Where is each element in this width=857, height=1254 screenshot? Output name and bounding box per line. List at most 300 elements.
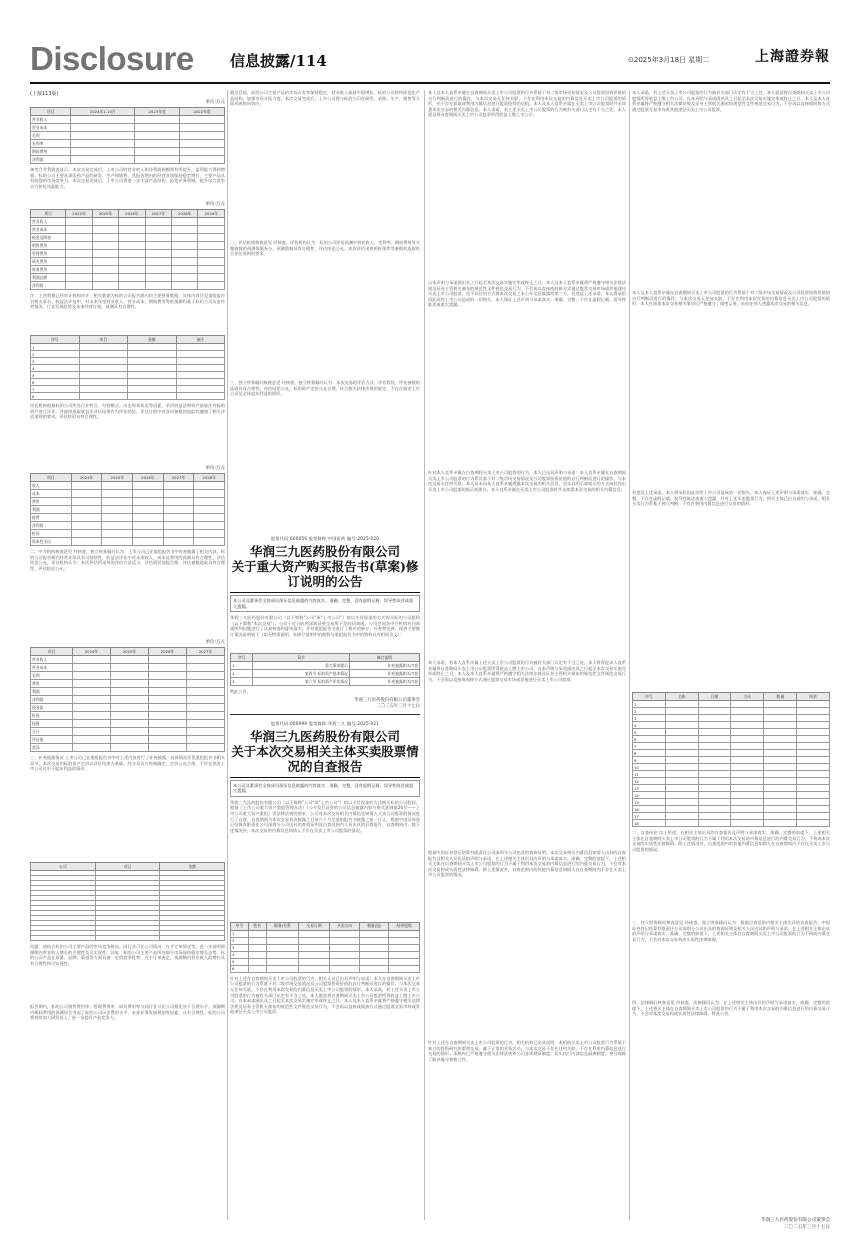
table-cell (135, 116, 180, 124)
table-cell (731, 799, 764, 806)
table-cell (698, 792, 731, 799)
table-cell: 税金及附加 (31, 234, 66, 242)
table-row (633, 736, 830, 743)
paragraph: 评估机构根据标的公司所处行业特点、经营模式、历史财务状况等因素，采用收益法和资产基础法对标的资产进行评估，并最终选取收益法评估结果作为评估结论。评估过程中对各项参数的选取均遵循了相关评估准则的要求，评估结论具有合理性。 (30, 403, 225, 420)
table-row (31, 664, 225, 672)
table-cell (731, 715, 764, 722)
column-header: 2027年 (145, 210, 171, 218)
table-cell (72, 688, 110, 696)
table-row (231, 951, 420, 958)
table-cell (180, 124, 225, 132)
newspaper-name: 上海證券報 (755, 49, 830, 65)
table-row (31, 656, 225, 664)
table-cell (248, 937, 266, 944)
table-cell (665, 715, 698, 722)
table-cell (665, 820, 698, 827)
stock-code-line: 股票代码:000999 股票简称:华润三九 编号:2025-021 (270, 720, 380, 726)
table-cell (194, 482, 225, 490)
table-cell (71, 506, 102, 514)
table-cell: 3 (31, 358, 80, 365)
column-3 (428, 90, 626, 1220)
table-row (31, 728, 225, 736)
table-cell: 管理费用 (31, 250, 66, 258)
table-row (31, 514, 225, 522)
table-cell (248, 944, 266, 951)
table-cell (186, 656, 224, 664)
table-cell (731, 701, 764, 708)
column-header: 2024年1-10月 (71, 108, 135, 116)
table-cell (797, 722, 830, 729)
table-cell: 营业收入 (31, 656, 73, 664)
column-header: 日期 (698, 693, 731, 701)
table-cell (698, 764, 731, 771)
table-cell (360, 937, 389, 944)
table-cell (764, 806, 797, 813)
table-cell: 5 (31, 372, 80, 379)
column-header: 项目 (31, 474, 72, 482)
table-cell (194, 490, 225, 498)
table-cell (764, 722, 797, 729)
column-header: 2026年 (133, 474, 164, 482)
table-cell (299, 958, 330, 965)
table-cell (148, 656, 186, 664)
table-cell: 8 (31, 393, 80, 400)
column-4 (632, 90, 830, 1220)
table-cell: 11 (633, 771, 666, 778)
board-statement: 本公司及董事会全体成员保证信息披露的内容真实、准确、完整，没有虚假记载、误导性陈述或重大遗漏。 (230, 780, 420, 797)
paragraph: 自本声明与承诺函出具之日起至本次交易实施完毕或终止之日，本人及本人直系亲属将严格遵守相关法律法规及证券主管机关颁布的规范性文件规范交易行为，不会再以直接或间接方式通过股票交易市场或其他途径买卖上市公司股票，也不以任何方式将本次交易之未公开信息披露给第三方。若违反上述承诺，本人将承担因此而给上市公司造成的一切损失。本人保证上述声明与承诺真实、准确、完整，不存在虚假记载、误导性陈述或重大遗漏。 (428, 280, 626, 308)
table-cell (66, 234, 92, 242)
table-cell: 折旧 (31, 530, 72, 538)
table-cell (665, 750, 698, 757)
table-row (31, 736, 225, 744)
paragraph: 本人承诺，若上述买卖上市公司股票的行为被有关部门认定有不当之处，本人愿意将自查期间买卖上市公司股票所得收益上缴上市公司。自本声明与承诺函出具之日起至本次交易实施完毕或终止之日，本人及本人直系亲属将严格遵守相关法律法规及证券主管机关颁布的规范性文件规范交易行为，不会再以直接或间接方式通过股票交易市场或其他途径买卖上市公司股票。 (632, 90, 830, 112)
table-cell (665, 736, 698, 743)
table-cell: 补充披露相关内容 (349, 670, 419, 678)
table-cell (248, 958, 266, 965)
table-row (633, 799, 830, 806)
column-header: 备注 (176, 336, 225, 344)
paragraph: 针对上述在自查期间买卖上市公司股票的行为，相关机构已出具说明：本机构买卖上市公司股票行为系基于独立的投资研究决策和交易，属于正常的业务活动，与本次交易不存在任何关联，不存在利用内幕信息进行交易的情形。本机构已严格遵守相关法律法规和公司各项规章制度，切实执行内部信息隔离制度，充分保障了职业操守和独立性。 (428, 1040, 626, 1062)
table-cell (194, 522, 225, 530)
clock-icon: ⊙ (628, 56, 634, 64)
table-row (633, 701, 830, 708)
table-cell: 6 (231, 965, 249, 972)
table-row (31, 696, 225, 704)
paragraph: 本人及本人直系亲属在自查期间买卖上市公司股票的行为系基于对二级市场交易情况及公司股票投资价值的自行判断而进行的操作，与本次交易无任何关联，不存在利用本次交易的内幕信息买卖上市公司股票的情形，亦不存在获取或利用内幕信息进行股票投资的动机。本人及本人直系亲属在买卖上市公司股票时并未知悉本次交易的相关内幕信息。本人承诺，若上述买卖上市公司股票的行为被有关部门认定有不当之处，本人愿意将自查期间买卖上市公司股票所得收益上缴上市公司。 (428, 90, 626, 118)
table-cell (698, 813, 731, 820)
notice-body: 华润三九医药股份有限公司（以下简称"公司"或"上市公司"）拟以支付现金的方式购买标的公司股权（以下简称"本次交易"）。公司于近日收到深圳证券交易所下发的问询函，公司会同各中介机构对问询函所列问题进行了认真核查和逐项落实，并对重组报告书进行了相应的修订、补充和完善。现将主要修订情况说明如下（如无特别说明，本修订说明中的简称与重组报告书中的简称具有相同含义）： (230, 615, 420, 637)
table-cell: 1 (231, 662, 253, 670)
table-cell: 净利润 (31, 282, 66, 290)
table-cell (110, 688, 148, 696)
table-cell: 4 (231, 951, 249, 958)
column-header: 2027年 (186, 648, 224, 656)
table-cell (329, 944, 360, 951)
table-cell (797, 757, 830, 764)
table-cell (389, 965, 420, 972)
table-cell: 6 (633, 736, 666, 743)
paragraph: 本人及本人直系亲属在自查期间买卖上市公司股票的行为系基于对二级市场交易情况及公司股票投资价值的自行判断而进行的操作，与本次交易无任何关联，不存在利用本次交易的内幕信息买卖上市公司股票的情形。本人在知悉本次交易相关事项后严格遵守了保密义务，未向任何人透露本次交易的相关信息。 (632, 290, 830, 307)
table-cell: 7 (31, 386, 80, 393)
financial-table (30, 107, 225, 164)
table-cell (731, 785, 764, 792)
table-cell (731, 778, 764, 785)
table-cell (92, 282, 118, 290)
table-cell (92, 242, 118, 250)
table-cell (172, 250, 198, 258)
column-header: 职务/关系 (266, 922, 299, 930)
table-cell (72, 736, 110, 744)
table-cell (389, 937, 420, 944)
table-cell: 净利润 (31, 156, 71, 164)
table-cell (133, 522, 164, 530)
table-cell (665, 743, 698, 750)
table-header-row (633, 693, 830, 701)
table-cell (110, 736, 148, 744)
table-cell (128, 386, 177, 393)
signature-line: 华润三九医药股份有限公司董事会 (354, 697, 420, 703)
table-cell: 补充披露相关内容 (349, 662, 419, 670)
table-cell (110, 672, 148, 680)
table-cell (66, 250, 92, 258)
table-cell (172, 282, 198, 290)
table-cell (102, 514, 133, 522)
table-row (633, 806, 830, 813)
table-cell (180, 148, 225, 156)
table-cell: 销售费用 (31, 242, 66, 250)
table-cell (731, 708, 764, 715)
table-row (31, 140, 225, 148)
table-cell (145, 282, 171, 290)
table-cell (119, 250, 145, 258)
table-cell (329, 937, 360, 944)
table-cell (665, 778, 698, 785)
table-cell (145, 242, 171, 250)
title-rule (230, 777, 420, 778)
table-cell (731, 820, 764, 827)
table-row (31, 936, 225, 941)
table-row (231, 944, 420, 951)
table-cell (764, 785, 797, 792)
table-cell (128, 372, 177, 379)
table-cell (148, 688, 186, 696)
table-cell (148, 704, 186, 712)
table-cell (135, 156, 180, 164)
table-cell (360, 930, 389, 937)
table-cell (797, 750, 830, 757)
table-cell (698, 778, 731, 785)
table-cell (72, 672, 110, 680)
table-cell: 2 (231, 670, 253, 678)
table-cell (133, 482, 164, 490)
column-header: 序号 (231, 922, 249, 930)
table-cell: 5 (231, 958, 249, 965)
table-header-row (31, 474, 225, 482)
table-row (31, 704, 225, 712)
table-cell (79, 351, 128, 358)
table-cell (797, 792, 830, 799)
table-cell (389, 944, 420, 951)
table-cell: 2 (231, 937, 249, 944)
table-row (231, 662, 420, 670)
table-cell (102, 522, 133, 530)
table-cell (186, 736, 224, 744)
table-cell: 税费 (31, 514, 72, 522)
paragraph: 本人承诺，若本人直系亲属上述买卖上市公司股票的行为被有关部门认定有不当之处，本人将督促本人直系亲属将自查期间买卖上市公司股票所得收益上缴上市公司。自本声明与承诺函出具之日起至本次交易实施完毕或终止之日，本人及本人直系亲属将严格遵守相关法律法规及证券主管机关颁布的规范性文件规范交易行为，不会再以直接或间接方式通过股票交易市场或其他途径买卖上市公司股票。 (428, 660, 626, 682)
table-cell (797, 708, 830, 715)
continued-label: (上接113版) (30, 91, 59, 97)
column-header: 2026年 (119, 210, 145, 218)
table-cell: 合计 (31, 728, 73, 736)
column-header: 2025年 (92, 210, 118, 218)
table-cell (731, 729, 764, 736)
column-separator (629, 90, 630, 1220)
table-cell (110, 728, 148, 736)
table-cell (731, 757, 764, 764)
table-cell (186, 720, 224, 728)
table-row (231, 670, 420, 678)
table-cell (95, 936, 160, 941)
table-cell (128, 358, 177, 365)
table-row (31, 744, 225, 752)
table-cell (186, 664, 224, 672)
table-cell: 毛利 (31, 672, 73, 680)
column-header: 2027年 (163, 474, 194, 482)
table-cell (172, 218, 198, 226)
table-cell (198, 258, 225, 266)
table-cell (71, 482, 102, 490)
paragraph: 报告期内，标的公司销售费用率、管理费用率、研发费用率与同行业可比公司相比处于合理水平。预测期内期间费用的预测综合考虑了标的公司历史费用水平、未来业务发展规划等因素，具有合理性。标的公司将持续加大研发投入，进一步提升产品竞争力。 (30, 1004, 225, 1021)
table-cell (665, 806, 698, 813)
column-header: 金额 (160, 863, 225, 871)
table-cell (148, 728, 186, 736)
column-separator (227, 90, 228, 1220)
table-row (31, 372, 225, 379)
table-cell (198, 226, 225, 234)
paragraph: 四、法律顾问核查意见 经核查，法律顾问认为：在上述相关主体出具的声明与承诺真实、准确、完整的前提下，上述相关主体在自查期间买卖上市公司股票的行为不属于利用本次交易的内幕信息进行的内幕交易行为，不会对本次交易构成实质性法律障碍。特此公告。 (632, 1000, 830, 1017)
table-cell (128, 393, 177, 400)
table-cell (66, 282, 92, 290)
table-cell (71, 530, 102, 538)
table-cell (698, 743, 731, 750)
table-cell (119, 218, 145, 226)
table-cell (665, 792, 698, 799)
table-row (31, 351, 225, 358)
table-cell (148, 696, 186, 704)
table-cell (180, 132, 225, 140)
table-row (231, 965, 420, 972)
table-cell (698, 806, 731, 813)
table-cell (66, 266, 92, 274)
table-cell: 12 (633, 778, 666, 785)
table-cell (133, 498, 164, 506)
table-cell (731, 722, 764, 729)
table-cell (198, 218, 225, 226)
table-cell: 研发费用 (31, 258, 66, 266)
table-cell (176, 393, 225, 400)
table-cell (731, 806, 764, 813)
table-row (31, 538, 225, 546)
column-header: 项目 (31, 648, 73, 656)
table-cell (665, 764, 698, 771)
table-cell (198, 274, 225, 282)
table-cell: 净利润 (31, 522, 72, 530)
table-row (231, 930, 420, 937)
table-cell (731, 792, 764, 799)
notice-revision (230, 536, 420, 710)
table-cell: 10 (633, 764, 666, 771)
table-header-row (31, 336, 225, 344)
table-row (31, 482, 225, 490)
table-cell (186, 672, 224, 680)
table-cell (102, 530, 133, 538)
table-cell: 净利润 (31, 696, 73, 704)
section-title: 信息披露/114 (230, 52, 327, 70)
table-row (31, 365, 225, 372)
table-cell (360, 951, 389, 958)
table-cell (176, 351, 225, 358)
table-cell (110, 720, 148, 728)
column-header: 2025年 (102, 474, 133, 482)
table-cell: 1 (31, 344, 80, 351)
table-row (231, 937, 420, 944)
table-cell (71, 116, 135, 124)
table-cell (79, 344, 128, 351)
table-cell (764, 736, 797, 743)
table-cell: 收入 (31, 482, 72, 490)
table-cell (110, 680, 148, 688)
column-header: 2024年 (66, 210, 92, 218)
table-row (31, 218, 225, 226)
column-header: 章节 (253, 654, 350, 662)
stock-code-line: 股票代码:600056 股票简称:中国医药 编号:2025-020 (270, 536, 380, 541)
title-rule (230, 592, 420, 593)
table-cell (145, 266, 171, 274)
table-cell (665, 771, 698, 778)
table-cell (172, 274, 198, 282)
table-cell (764, 729, 797, 736)
paragraph: 二、评估机构核查意见 经核查，评估机构认为：标的公司评估预测中营业收入、毛利率、期间费用等关键参数的预测依据充分，预测数据具有合理性，评估结论公允。本次评估采用的折现率等参数的选取符合评估准则的要求。 (230, 240, 420, 257)
table-cell (92, 274, 118, 282)
column-header: 公司 (31, 863, 96, 871)
table-cell: 现金流 (31, 704, 73, 712)
table-cell (198, 266, 225, 274)
table-cell (119, 282, 145, 290)
table-cell (194, 530, 225, 538)
item-table (30, 335, 225, 400)
table-cell: 5 (633, 729, 666, 736)
table-cell (135, 132, 180, 140)
column-header: 名称 (665, 693, 698, 701)
table-cell: 8 (633, 750, 666, 757)
table-cell (72, 680, 110, 688)
table-cell (128, 379, 177, 386)
column-header: 数量(股) (360, 922, 389, 930)
table-cell (71, 490, 102, 498)
paragraph: 针对本人直系亲属在自查期间买卖上市公司股票的行为，本人已出具声明与承诺：本人直系亲属在自查期间买卖上市公司股票的行为系其基于对二级市场交易情况及公司股票投资价值的自行判断而进行的操作，与本次交易无任何关联。本人从未向本人直系亲属透露本次交易的相关信息，也未以明示或暗示的方式向其作出买卖上市公司股票的指示或建议。本人直系亲属在买卖上市公司股票时并未知悉本次交易的相关内幕信息。 (428, 470, 626, 492)
table-row (31, 358, 225, 365)
table-cell: 13 (633, 785, 666, 792)
table-row (31, 116, 225, 124)
table-cell (176, 365, 225, 372)
table-cell (148, 712, 186, 720)
column-header: 序号 (633, 693, 666, 701)
table-cell: 利润 (31, 506, 72, 514)
table-cell (66, 242, 92, 250)
table-row (31, 490, 225, 498)
table-cell (797, 820, 830, 827)
table-cell (698, 736, 731, 743)
table-cell (698, 820, 731, 827)
table-cell: 6 (31, 379, 80, 386)
column-header: 2028年 (172, 210, 198, 218)
unit-label: 单位:万元 (205, 640, 225, 645)
table-cell: 重大事项提示 (253, 662, 350, 670)
table-cell (31, 936, 96, 941)
table-cell (194, 514, 225, 522)
table-cell (133, 530, 164, 538)
table-cell (186, 744, 224, 752)
table-cell (119, 226, 145, 234)
table-cell (329, 951, 360, 958)
table-cell (92, 258, 118, 266)
paragraph: 注：上述数据已经审计机构审计，相关数据为标的公司报告期内的主要财务数据，具体内容详见重组报告书相关章节。收益法评估中，对未来年度营业收入、营业成本、期间费用等的预测均基于标的公司历史经营情况、行业发展趋势及未来经营计划，预测具有合理性。 (30, 293, 225, 310)
table-cell: 营业成本 (31, 664, 73, 672)
table-cell (797, 799, 830, 806)
table-cell (128, 365, 177, 372)
table-cell (71, 140, 135, 148)
table-cell (198, 234, 225, 242)
table-cell: 第六节 标的资产评估情况 (253, 678, 350, 686)
table-row (31, 250, 225, 258)
column-header: 交易日期 (299, 922, 330, 930)
table-row (31, 274, 225, 282)
table-cell (176, 386, 225, 393)
table-cell (266, 951, 299, 958)
column-header: 序号 (31, 336, 80, 344)
table-cell: 营业收入 (31, 116, 71, 124)
table-cell (110, 744, 148, 752)
table-cell (119, 274, 145, 282)
table-cell (163, 506, 194, 514)
publication-date: ⊙2025年3月18日 星期二 (628, 56, 710, 64)
table-cell (163, 530, 194, 538)
table-cell (329, 958, 360, 965)
column-header: 2028年 (194, 474, 225, 482)
table-cell (102, 490, 133, 498)
table-header-row (231, 654, 420, 662)
table-cell (186, 704, 224, 712)
table-cell (665, 785, 698, 792)
table-cell: 成本 (31, 490, 72, 498)
table-row (633, 715, 830, 722)
table-cell (79, 372, 128, 379)
company-name: 华润三九医药股份有限公司 (249, 728, 400, 744)
company-name: 华润三九医药股份有限公司 (249, 544, 400, 559)
table-row (633, 729, 830, 736)
table-cell (79, 386, 128, 393)
revision-table (230, 653, 420, 686)
table-cell (186, 680, 224, 688)
table-cell (665, 722, 698, 729)
table-cell (698, 722, 731, 729)
table-cell (180, 140, 225, 148)
table-cell (198, 282, 225, 290)
table-cell: 期间费用 (31, 148, 71, 156)
table-cell (133, 506, 164, 514)
paragraph: 二、自查结论 综上所述，在相关主体出具的自查报告及声明与承诺真实、准确、完整的前提下，上述相关主体在自查期间买卖上市公司股票的行为不属于利用本次交易的内幕信息进行的内幕交易行为，不构成本次交易的实质性法律障碍。除上述情况外，自查范围内的其他内幕信息知情人在自查期间内不存在买卖上市公司股票的情况。 (632, 830, 830, 852)
